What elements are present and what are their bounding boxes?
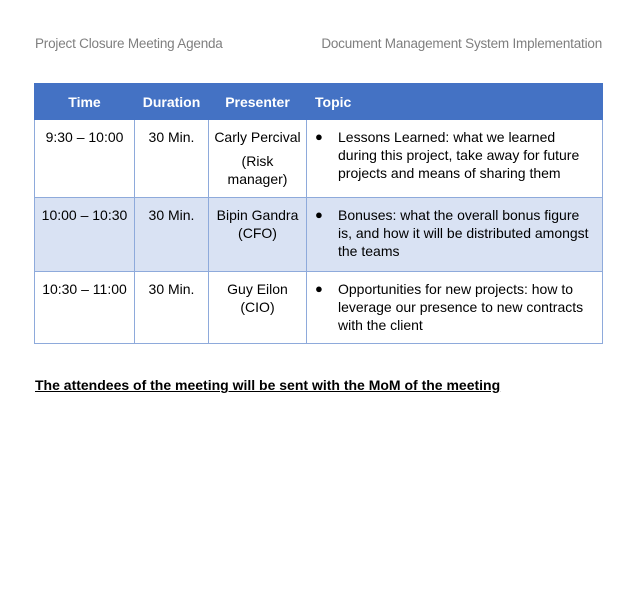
agenda-table (34, 83, 603, 344)
topic-text: Lessons Learned: what we learned during this project, take away for future projects and means of sharing them (338, 129, 580, 181)
topic-cell (307, 120, 603, 198)
topic-cell (307, 272, 603, 344)
table-row (35, 272, 603, 344)
time-cell: 9:30 – 10:00 (35, 120, 135, 198)
document-header-title: Project Closure Meeting Agenda (35, 36, 223, 51)
presenter-name: Guy Eilon (227, 281, 288, 297)
bullet-icon: ● (315, 129, 323, 144)
time-cell: 10:00 – 10:30 (35, 198, 135, 272)
document-header-project: Document Management System Implementation (321, 36, 602, 51)
bullet-icon: ● (315, 281, 323, 296)
time-cell: 10:30 – 11:00 (35, 272, 135, 344)
duration-cell: 30 Min. (135, 198, 209, 272)
presenter-cell (209, 272, 307, 344)
table-row (35, 198, 603, 272)
topic-text: Opportunities for new projects: how to leverage our presence to new contracts with the client (338, 281, 584, 333)
column-header-time: Time (35, 84, 135, 120)
table-row (35, 120, 603, 198)
presenter-role: (Risk manager) (227, 153, 288, 187)
presenter-name: Carly Percival (214, 129, 301, 145)
presenter-cell (209, 198, 307, 272)
presenter-role: (CIO) (240, 299, 275, 315)
attendees-note: The attendees of the meeting will be sent with the MoM of the meeting (35, 377, 501, 393)
bullet-icon: ● (315, 207, 323, 222)
presenter-role: (CFO) (238, 225, 277, 241)
duration-cell: 30 Min. (135, 120, 209, 198)
column-header-topic: Topic (307, 84, 603, 120)
topic-text: Bonuses: what the overall bonus figure is, and how it will be distributed amongst the teams (338, 207, 589, 259)
presenter-cell (209, 120, 307, 198)
duration-cell: 30 Min. (135, 272, 209, 344)
column-header-duration: Duration (135, 84, 209, 120)
topic-cell (307, 198, 603, 272)
presenter-name: Bipin Gandra (216, 207, 299, 223)
column-header-presenter: Presenter (209, 84, 307, 120)
agenda-header-row (35, 84, 603, 120)
